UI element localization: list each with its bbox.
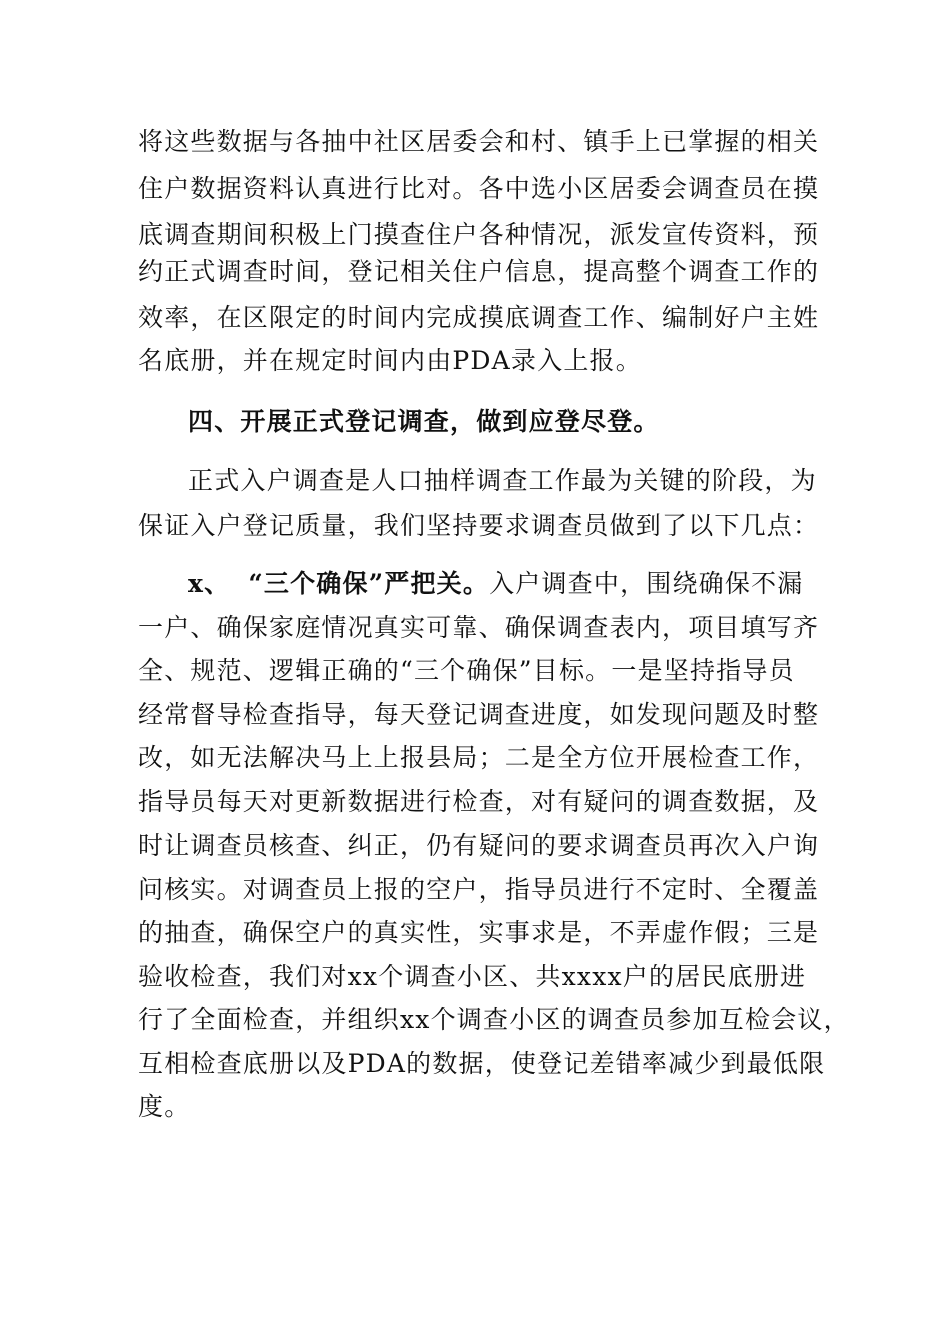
- item-x-line-9: 验收检查，我们对xx个调查小区、共xxxx户的居民底册进: [138, 962, 807, 991]
- item-x-first-line: [188, 569, 803, 599]
- item-x-line-5: 指导员每天对更新数据进行检查，对有疑问的调查数据，及: [138, 787, 820, 816]
- item-x-marker: x、: [188, 569, 231, 598]
- item-x-line-6: 时让调查员核查、纠正，仍有疑问的要求调查员再次入户询: [138, 831, 820, 860]
- item-x-line-4: 改，如无法解决马上上报县局；二是全方位开展检查工作，: [138, 743, 820, 772]
- item-x-line-12: 度。: [138, 1092, 191, 1121]
- paragraph-2-line-1: 正式入户调查是人口抽样调查工作最为关键的阶段，为: [188, 466, 817, 495]
- paragraph-1-line-5: 效率，在区限定的时间内完成摸底调查工作、编制好户主姓: [138, 303, 820, 332]
- item-x-line-1: 一户、确保家庭情况真实可靠、确保调查表内，项目填写齐: [138, 613, 820, 642]
- paragraph-2-line-2: 保证入户登记质量，我们坚持要求调查员做到了以下几点：: [138, 511, 820, 540]
- paragraph-1-line-6: 名底册，并在规定时间内由PDA录入上报。: [138, 346, 642, 375]
- item-x-bold-title: “三个确保”严把关。: [248, 569, 490, 598]
- paragraph-1-line-4: 约正式调查时间，登记相关住户信息，提高整个调查工作的: [138, 257, 820, 286]
- paragraph-1-line-2: 住户数据资料认真进行比对。各中选小区居委会调查员在摸: [138, 174, 820, 203]
- item-x-first-line-rest: 入户调查中，围绕确保不漏: [489, 569, 804, 598]
- paragraph-1-line-3: 底调查期间积极上门摸查住户各种情况，派发宣传资料，预: [138, 220, 820, 249]
- item-x-line-11: 互相检查底册以及PDA的数据，使登记差错率减少到最低限: [138, 1049, 826, 1078]
- section-heading-4: 四、开展正式登记调查，做到应登尽登。: [188, 407, 660, 436]
- item-x-line-3: 经常督导检查指导，每天登记调查进度，如发现问题及时整: [138, 700, 820, 729]
- item-x-line-10: 行了全面检查，并组织xx个调查小区的调查员参加互检会议，: [138, 1005, 850, 1034]
- item-x-line-2: 全、规范、逻辑正确的“三个确保”目标。一是坚持指导员: [138, 656, 795, 685]
- item-x-line-7: 问核实。对调查员上报的空户，指导员进行不定时、全覆盖: [138, 875, 820, 904]
- paragraph-1-line-1: 将这些数据与各抽中社区居委会和村、镇手上已掌握的相关: [138, 127, 820, 156]
- item-x-line-8: 的抽查，确保空户的真实性，实事求是，不弄虚作假；三是: [138, 918, 820, 947]
